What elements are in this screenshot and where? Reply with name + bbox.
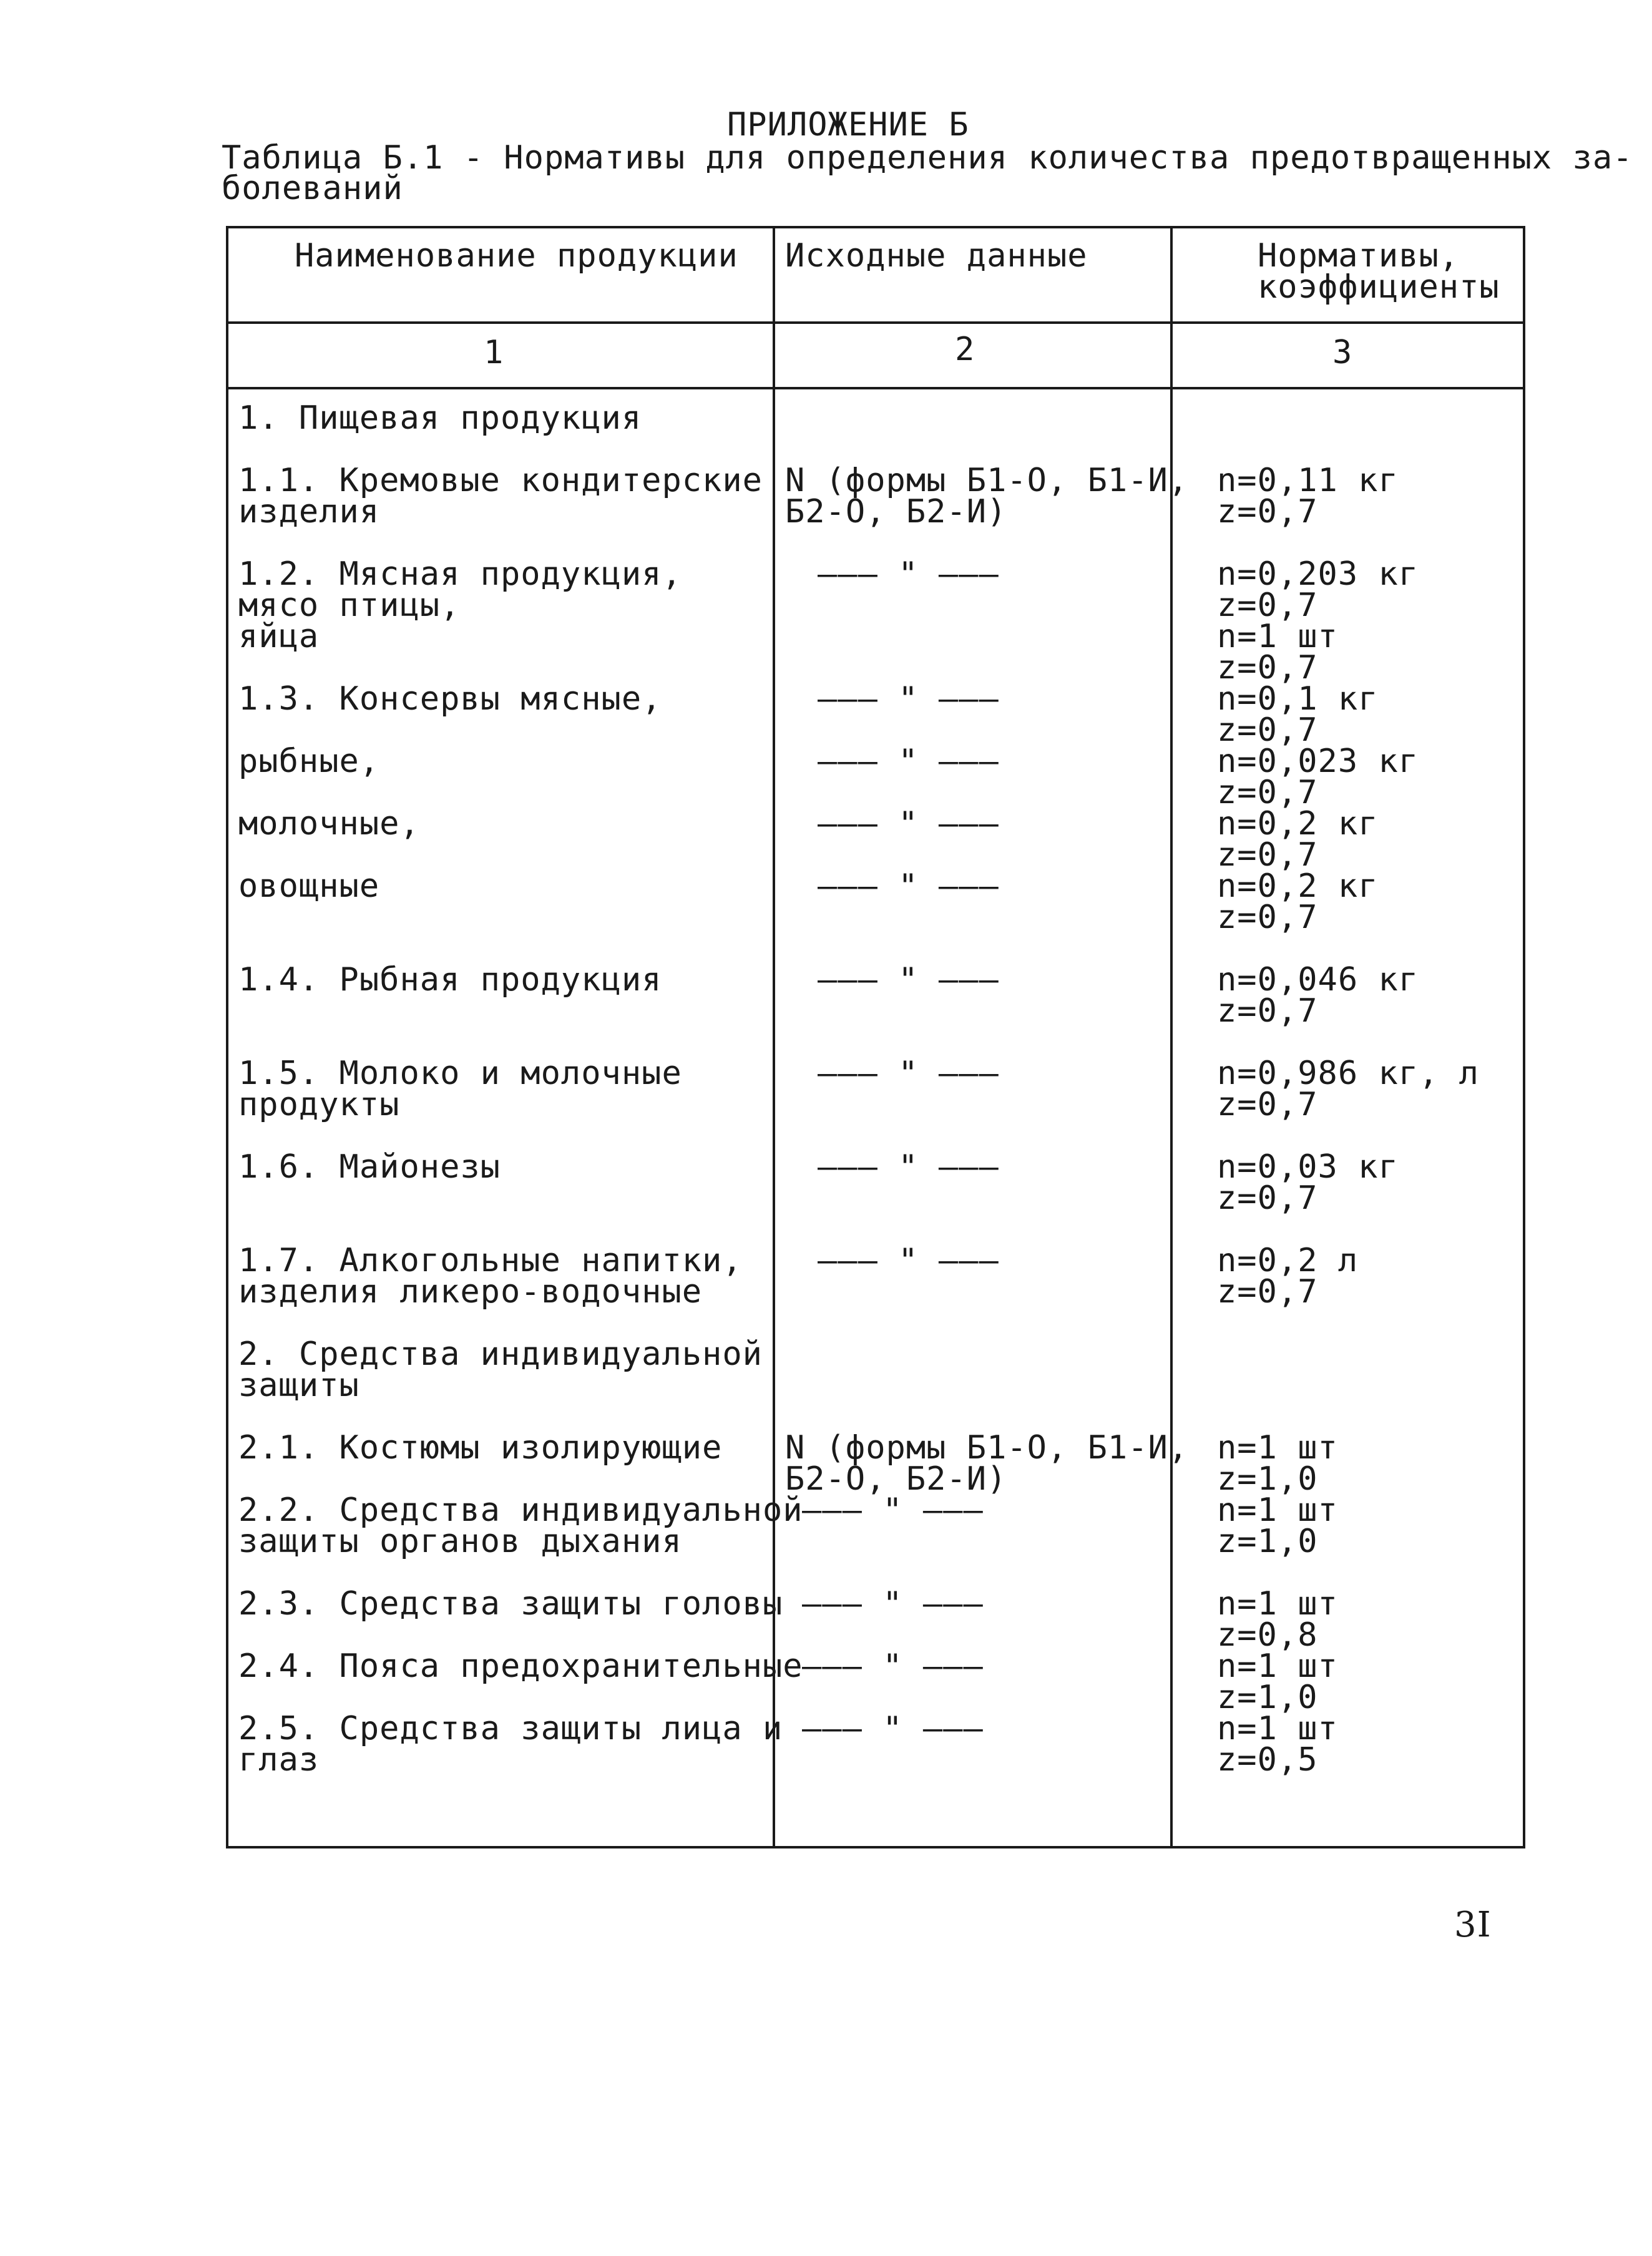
row-2-5-name-line1: 2.5. Средства защиты лица и [238,1710,783,1747]
row-1-7-norm-z: z=0,7 [1217,1273,1318,1311]
row-2-1-source-line2: Б2-О, Б2-И) [785,1460,1007,1498]
row-1-3-veg-norm-n: n=0,2 кг [1217,867,1379,905]
row-1-1-norm-z: z=0,7 [1217,493,1318,530]
row-1-6-norm-z: z=0,7 [1217,1179,1318,1217]
row-1-6-norm-n: n=0,03 кг [1217,1148,1399,1186]
row-2-4-source-ditto: ——— " ——— [802,1648,984,1685]
row-2-3-norm-z: z=0,8 [1217,1616,1318,1654]
row-2-4-norm-n: n=1 шт [1217,1648,1338,1685]
row-1-2-norm-n1: n=0,203 кг [1217,555,1419,593]
row-1-3-fish-name: рыбные, [238,743,380,780]
section-food-title: 1. Пищевая продукция [238,399,642,437]
row-1-4-name: 1.4. Рыбная продукция [238,961,662,999]
row-1-5-name-line2: продукты [238,1086,400,1123]
row-2-4-norm-z: z=1,0 [1217,1679,1318,1716]
row-1-2-name-line3: яйца [238,618,320,655]
row-1-3-veg-source-ditto: ——— " ——— [818,867,999,905]
row-2-3-source-ditto: ——— " ——— [802,1585,984,1623]
row-2-2-name-line1: 2.2. Средства индивидуальной [238,1492,803,1529]
row-1-3-veg-name: овощные [238,867,380,905]
row-1-5-name-line1: 1.5. Молоко и молочные [238,1055,682,1092]
row-1-1-name-line2: изделия [238,493,380,530]
row-1-2-source-ditto: ——— " ——— [818,555,999,593]
row-1-1-norm-n: n=0,11 кг [1217,462,1399,499]
row-1-3-dairy-source-ditto: ——— " ——— [818,805,999,842]
row-1-5-norm-z: z=0,7 [1217,1086,1318,1123]
row-1-4-norm-z: z=0,7 [1217,992,1318,1030]
row-1-2-name-line2: мясо птицы, [238,587,461,624]
row-1-3-source-ditto: ——— " ——— [818,680,999,718]
row-1-3-fish-norm-z: z=0,7 [1217,774,1318,811]
row-1-6-source-ditto: ——— " ——— [818,1148,999,1186]
header-norms-line2: коэффициенты [1258,268,1500,306]
row-1-5-source-ditto: ——— " ——— [818,1055,999,1092]
row-1-3-norm-z: z=0,7 [1217,711,1318,749]
row-1-1-source-line1: N (формы Б1-О, Б1-И, [785,462,1189,499]
table-caption-line2: болеваний [222,170,403,207]
row-2-4-name: 2.4. Пояса предохранительные [238,1648,803,1685]
row-1-3-fish-source-ditto: ——— " ——— [818,743,999,780]
row-1-3-dairy-name: молочные, [238,805,420,842]
header-source-data: Исходные данные [785,237,1088,275]
row-2-5-norm-n: n=1 шт [1217,1710,1338,1747]
page-number: 3I [1454,1905,1492,1945]
header-divider [226,321,1525,324]
row-1-5-norm-n: n=0,986 кг, л [1217,1055,1479,1092]
row-1-6-name: 1.6. Майонезы [238,1148,501,1186]
row-2-3-name: 2.3. Средства защиты головы [238,1585,783,1623]
row-1-1-name-line1: 1.1. Кремовые кондитерские [238,462,763,499]
row-1-3-norm-n: n=0,1 кг [1217,680,1379,718]
row-1-7-name-line1: 1.7. Алкогольные напитки, [238,1242,743,1279]
row-2-2-source-ditto: ——— " ——— [802,1492,984,1529]
row-1-2-norm-z2: z=0,7 [1217,649,1318,686]
header-product-name: Наименование продукции [295,237,738,275]
row-1-1-source-line2: Б2-О, Б2-И) [785,493,1007,530]
row-1-7-source-ditto: ——— " ——— [818,1242,999,1279]
row-2-2-name-line2: защиты органов дыхания [238,1523,682,1560]
row-1-4-norm-n: n=0,046 кг [1217,961,1419,999]
header-norms-line1: Нормативы, [1258,237,1460,275]
row-1-3-name: 1.3. Консервы мясные, [238,680,662,718]
row-2-1-norm-z: z=1,0 [1217,1460,1318,1498]
row-1-3-dairy-norm-z: z=0,7 [1217,836,1318,874]
table-caption-line1: Таблица Б.1 - Нормативы для определения количества предотвращенных за- [222,139,1633,177]
row-2-2-norm-n: n=1 шт [1217,1492,1338,1529]
row-1-2-name-line1: 1.2. Мясная продукция, [238,555,682,593]
column-number-3: 3 [1332,334,1353,371]
section-ppe-title-line1: 2. Средства индивидуальной [238,1336,763,1373]
row-1-3-fish-norm-n: n=0,023 кг [1217,743,1419,780]
column-number-1: 1 [484,334,504,371]
row-1-7-norm-n: n=0,2 л [1217,1242,1359,1279]
row-1-2-norm-z1: z=0,7 [1217,587,1318,624]
row-2-5-norm-z: z=0,5 [1217,1741,1318,1779]
row-1-2-norm-n2: n=1 шт [1217,618,1338,655]
column-number-2: 2 [955,331,975,368]
section-ppe-title-line2: защиты [238,1367,359,1404]
row-1-3-veg-norm-z: z=0,7 [1217,899,1318,936]
row-2-5-source-ditto: ——— " ——— [802,1710,984,1747]
appendix-title: ПРИЛОЖЕНИЕ Б [727,106,969,144]
row-1-3-dairy-norm-n: n=0,2 кг [1217,805,1379,842]
column-number-divider [226,387,1525,389]
row-1-4-source-ditto: ——— " ——— [818,961,999,999]
row-2-2-norm-z: z=1,0 [1217,1523,1318,1560]
row-2-1-norm-n: n=1 шт [1217,1429,1338,1467]
row-2-3-norm-n: n=1 шт [1217,1585,1338,1623]
row-2-1-source-line1: N (формы Б1-О, Б1-И, [785,1429,1189,1467]
row-1-7-name-line2: изделия ликеро-водочные [238,1273,703,1311]
row-2-5-name-line2: глаз [238,1741,320,1779]
row-2-1-name: 2.1. Костюмы изолирующие [238,1429,723,1467]
